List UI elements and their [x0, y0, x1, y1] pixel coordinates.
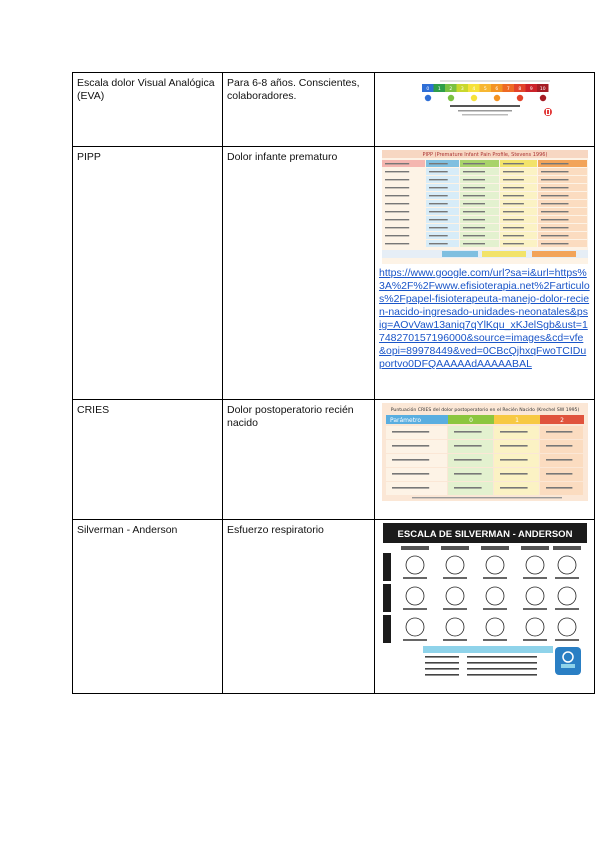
eva-face-icon [424, 95, 430, 101]
eva-face-icon [470, 95, 476, 101]
eva-number: 5 [483, 87, 487, 93]
cries-table-image [382, 403, 588, 501]
eva-scale-image [410, 76, 560, 122]
cries-header-label: Parámetro [389, 417, 421, 424]
table-row [73, 400, 595, 520]
eva-number: 4 [471, 87, 475, 93]
eva-number: 7 [506, 87, 510, 93]
scale-name-cell: Silverman - Anderson [73, 520, 223, 694]
scale-image-cell [375, 73, 595, 147]
eva-face-icon [493, 95, 499, 101]
scale-use-cell: Esfuerzo respiratorio [223, 520, 375, 694]
eva-number: 9 [529, 87, 533, 93]
eva-number: 3 [460, 87, 464, 93]
table-row [73, 73, 595, 147]
scale-image-cell [375, 147, 595, 400]
cries-title: Puntuación CRIES del dolor postoperatorio en el Recién Nacido (Krechel SW 1995) [390, 408, 579, 413]
scale-name-cell: PIPP [73, 147, 223, 400]
silverman-title: ESCALA DE SILVERMAN - ANDERSON [397, 529, 572, 540]
scales-table [72, 72, 595, 694]
eva-number: 10 [539, 87, 546, 93]
eva-number: 0 [425, 87, 429, 93]
pipp-table-image [382, 150, 588, 264]
table-row [73, 147, 595, 400]
table-row [73, 520, 595, 694]
eva-number: 2 [448, 87, 452, 93]
eva-number: 1 [437, 87, 441, 93]
cries-col-0: 0 [468, 417, 473, 424]
pipp-title: PIPP (Premature Infant Pain Profile, Stevens 1996) [422, 152, 547, 159]
eva-number: 6 [494, 87, 498, 93]
scale-image-cell [375, 400, 595, 520]
eva-face-icon [539, 95, 545, 101]
eva-face-icon [516, 95, 522, 101]
cries-col-1: 1 [514, 417, 519, 424]
eva-number: 8 [517, 87, 521, 93]
pipp-source-link[interactable]: https://www.google.com/url?sa=i&url=https%3A%2F%2Fwww.efisioterapia.net%2Farticulos%2Fpapel-fisioterapeuta-manejo-dolor-recien-nacido-ingresado-unidades-neonatales&psig=AOvVaw13aniq7qYlKqu_xKJelSgb&ust=1748270157196000&source=images&cd=vfe&opi=89978449&ved=0CBcQjhxqFwoTCIDuportvo0DFQAAAAAdAAAAABAL [379, 267, 590, 370]
scale-image-cell [375, 520, 595, 694]
scale-name-cell: Escala dolor Visual Analógica (EVA) [73, 73, 223, 147]
scale-use-cell: Dolor infante prematuro [223, 147, 375, 400]
eva-face-icon [447, 95, 453, 101]
silverman-chart-image [383, 523, 587, 681]
scale-name-cell: CRIES [73, 400, 223, 520]
scale-use-cell: Dolor postoperatorio recién nacido [223, 400, 375, 520]
cries-col-2: 2 [559, 417, 564, 424]
scale-use-cell: Para 6-8 años. Conscientes, colaboradores. [223, 73, 375, 147]
